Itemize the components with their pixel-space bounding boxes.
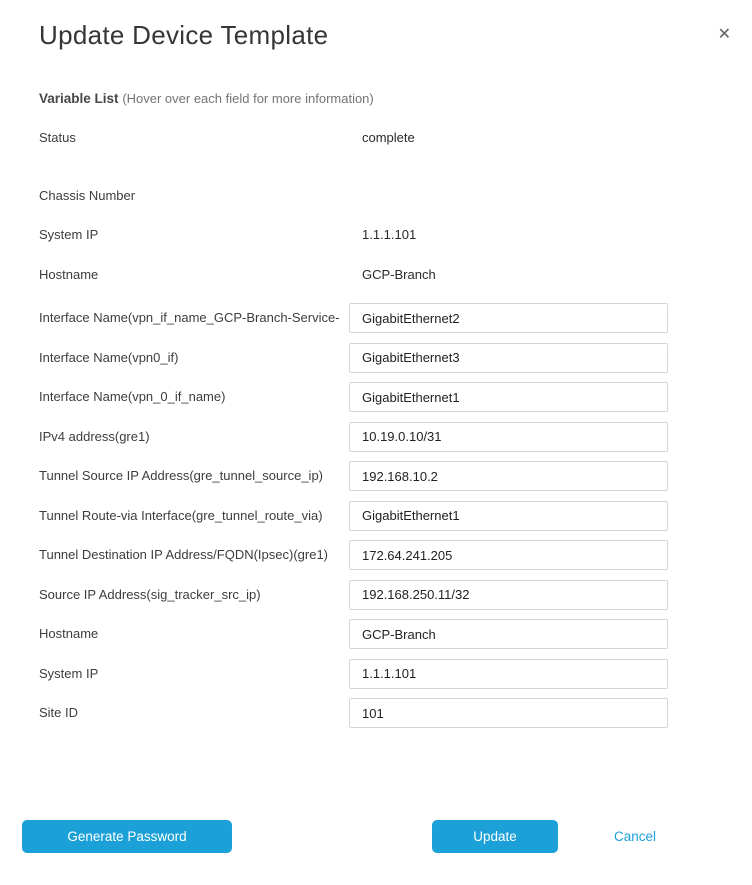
tunnel-source-ip-input[interactable]	[349, 461, 668, 491]
field-label: Interface Name(vpn_if_name_GCP-Branch-Service-	[39, 310, 340, 325]
field-row-tunnel-route-via	[39, 501, 668, 531]
field-label: Status	[39, 130, 76, 145]
variable-list	[0, 130, 752, 728]
interface-name-vpn0-if-input[interactable]	[349, 343, 668, 373]
field-row-status	[39, 130, 668, 146]
close-icon[interactable]: ✕	[717, 26, 731, 43]
field-label: Interface Name(vpn0_if)	[39, 349, 179, 365]
field-row-site-id	[39, 698, 668, 728]
field-row-system-ip	[39, 227, 668, 243]
field-row-interface-name-service-vpn	[39, 303, 668, 333]
field-label: Chassis Number	[39, 188, 136, 203]
field-row-hostname-input	[39, 619, 668, 649]
cancel-button[interactable]: Cancel	[614, 829, 657, 844]
field-label: Tunnel Source IP Address(gre_tunnel_source_ip)	[39, 468, 324, 483]
field-label: Interface Name(vpn_0_if_name)	[39, 389, 226, 404]
field-label: IPv4 address(gre1)	[39, 428, 150, 444]
field-row-tunnel-source-ip	[39, 461, 668, 491]
hostname-input[interactable]	[349, 619, 668, 649]
field-row-tunnel-destination-ip	[39, 540, 668, 570]
site-id-input[interactable]	[349, 698, 668, 728]
page-title: Update Device Template	[39, 20, 329, 50]
field-label: System IP	[39, 227, 99, 242]
variable-list-label: Variable List	[39, 91, 119, 106]
tunnel-destination-ip-input[interactable]	[349, 540, 668, 570]
field-label: Tunnel Route-via Interface(gre_tunnel_route_via)	[39, 507, 323, 523]
generate-password-button[interactable]: Generate Password	[22, 820, 232, 853]
field-label: Hostname	[39, 626, 99, 641]
dialog-footer	[0, 820, 752, 853]
field-row-ipv4-address-gre1	[39, 422, 668, 452]
hostname-value: GCP-Branch	[362, 267, 436, 282]
field-label: Hostname	[39, 267, 99, 282]
field-row-interface-name-vpn0-if	[39, 343, 668, 373]
update-button[interactable]: Update	[432, 820, 558, 853]
field-row-source-ip-address	[39, 580, 668, 610]
field-label: Tunnel Destination IP Address/FQDN(Ipsec)(gre1)	[39, 547, 329, 562]
variable-list-hint: (Hover over each field for more information)	[122, 91, 374, 106]
source-ip-address-input[interactable]	[349, 580, 668, 610]
system-ip-input[interactable]	[349, 659, 668, 689]
field-row-system-ip-input	[39, 659, 668, 689]
ipv4-address-gre1-input[interactable]	[349, 422, 668, 452]
field-row-hostname	[39, 267, 668, 283]
field-label: Site ID	[39, 705, 79, 720]
status-value: complete	[362, 130, 415, 145]
field-label: Source IP Address(sig_tracker_src_ip)	[39, 586, 261, 602]
variable-list-heading	[39, 91, 752, 106]
interface-name-vpn-0-if-name-input[interactable]	[349, 382, 668, 412]
interface-name-service-vpn-input[interactable]	[349, 303, 668, 333]
field-label: System IP	[39, 665, 99, 681]
field-row-interface-name-vpn-0-if-name	[39, 382, 668, 412]
field-row-chassis-number	[39, 188, 668, 204]
system-ip-value: 1.1.1.101	[362, 227, 417, 242]
tunnel-route-via-interface-input[interactable]	[349, 501, 668, 531]
